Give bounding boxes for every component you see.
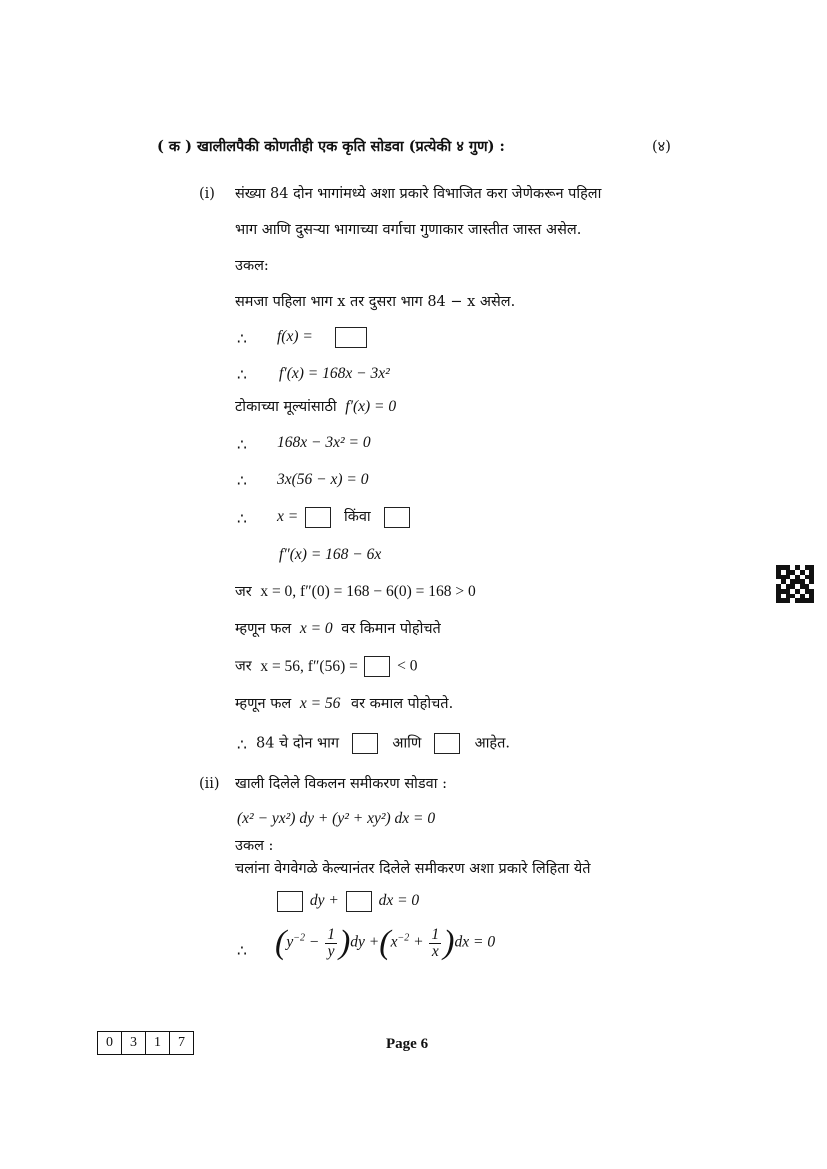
check0-eq: x = 0, f″(0) = 168 − 6(0) = 168 > 0 (260, 583, 476, 600)
or-text: किंवा (343, 509, 371, 526)
left-paren-2: ( (379, 924, 391, 961)
sep-plus: + (413, 933, 424, 951)
q2-dx: dx = 0 (378, 892, 420, 910)
final-text-c: आहेत. (474, 735, 511, 752)
sep-end: dx = 0 (454, 933, 496, 951)
q1-line1: संख्या 84 दोन भागांमध्ये अशा प्रकारे विभाजित करा जेणेकरून पहिला (235, 186, 602, 202)
eq2: 3x(56 − x) = 0 (277, 471, 369, 488)
eq1: 168x − 3x² = 0 (277, 434, 371, 451)
therefore-2: ∴ (237, 367, 247, 384)
frac2-den: x (431, 942, 439, 960)
extreme-eq: f′(x) = 0 (345, 398, 397, 415)
check0-line (235, 582, 476, 602)
q1-solution-label: उकल: (235, 258, 269, 274)
answer-box-root1[interactable] (305, 507, 331, 528)
answer-box-f56[interactable] (364, 656, 390, 677)
paper-code-digit: 7 (178, 1035, 185, 1050)
max-line (235, 694, 453, 714)
answer-box-root2[interactable] (384, 507, 410, 528)
fraction-1-over-x (429, 927, 441, 960)
x-eq: x = (277, 508, 299, 526)
if-text-1: जर (235, 584, 252, 600)
x-roots-line (277, 507, 413, 528)
sep-x: x (390, 933, 398, 951)
extreme-text: टोकाच्या मूल्यांसाठी (235, 399, 337, 415)
qr-code-icon (776, 565, 814, 603)
final-text-a: 84 चे दोन भाग (256, 735, 340, 752)
sep-mid: dy + (350, 933, 380, 951)
therefore-6: ∴ (237, 737, 247, 754)
paper-code-digit: 3 (122, 1032, 146, 1054)
therefore-5: ∴ (237, 511, 247, 528)
frac2-num: 1 (431, 925, 440, 943)
separated-eq (275, 926, 495, 960)
if-text-2: जर (235, 658, 252, 675)
paper-code (97, 1031, 194, 1055)
q2-blank-line (277, 891, 419, 912)
check56-line (235, 656, 417, 677)
max-text-b: x = 56 (299, 695, 341, 712)
q2-dy: dy + (309, 892, 339, 910)
q1-assume: समजा पहिला भाग x तर दुसरा भाग 84 − x असेल. (235, 294, 516, 310)
therefore-1: ∴ (237, 331, 247, 348)
min-line (235, 619, 441, 639)
answer-box-fx[interactable] (335, 327, 367, 348)
paper-code-digit: 1 (146, 1032, 170, 1054)
max-text-c: वर कमाल पोहोचते. (351, 696, 454, 712)
q2-equation: (x² − yx²) dy + (y² + xy²) dx = 0 (237, 810, 436, 827)
answer-box-dy[interactable] (277, 891, 303, 912)
final-line (256, 733, 510, 754)
check56-less: < 0 (397, 657, 418, 675)
q2-number: (ii) (199, 776, 220, 792)
max-text-a: म्हणून फल (235, 696, 292, 712)
sep-minus: − (308, 933, 320, 951)
paper-code-digit: 0 (98, 1032, 122, 1054)
therefore-4: ∴ (237, 473, 247, 490)
fx-text: f(x) = (277, 328, 313, 346)
right-paren-2: ) (443, 924, 455, 961)
q1-line2: भाग आणि दुसऱ्या भागाच्या वर्गाचा गुणाकार जास्तीत जास्त असेल. (235, 222, 582, 238)
final-text-b: आणि (392, 735, 422, 752)
page-number: Page 6 (386, 1036, 429, 1052)
q2-line1: खाली दिलेले विकलन समीकरण सोडवा : (235, 776, 447, 792)
right-paren-1: ) (338, 924, 351, 961)
section-marks: (४) (652, 139, 671, 155)
q1-number: (i) (199, 186, 215, 202)
min-text-b: x = 0 (299, 620, 333, 637)
section-heading: ( क ) खालीलपैकी कोणतीही एक कृति सोडवा (प्रत्येकी ४ गुण) : (157, 138, 505, 155)
answer-box-part2[interactable] (434, 733, 460, 754)
answer-box-dx[interactable] (346, 891, 372, 912)
sep-y: y (286, 933, 294, 951)
sep-x-exp: −2 (397, 932, 410, 944)
fprime-eq: f′(x) = 168x − 3x² (279, 365, 390, 382)
min-text-c: वर किमान पोहोचते (341, 621, 441, 637)
extreme-line (235, 397, 396, 417)
frac1-den: y (327, 942, 335, 960)
fdouble-eq: f″(x) = 168 − 6x (279, 546, 382, 563)
left-paren-1: ( (275, 924, 287, 961)
q2-solution-label: उकल : (235, 838, 274, 854)
check56-eq: x = 56, f″(56) = (260, 657, 358, 675)
frac1-num: 1 (327, 925, 335, 943)
therefore-3: ∴ (237, 437, 247, 454)
fraction-1-over-y (325, 927, 337, 960)
therefore-7: ∴ (237, 943, 247, 960)
answer-box-part1[interactable] (352, 733, 378, 754)
sep-y-exp: −2 (293, 932, 305, 944)
min-text-a: म्हणून फल (235, 621, 292, 637)
q2-text: चलांना वेगवेगळे केल्यानंतर दिलेले समीकरण अशा प्रकारे लिहिता येते (235, 861, 591, 877)
fx-label (277, 327, 370, 348)
